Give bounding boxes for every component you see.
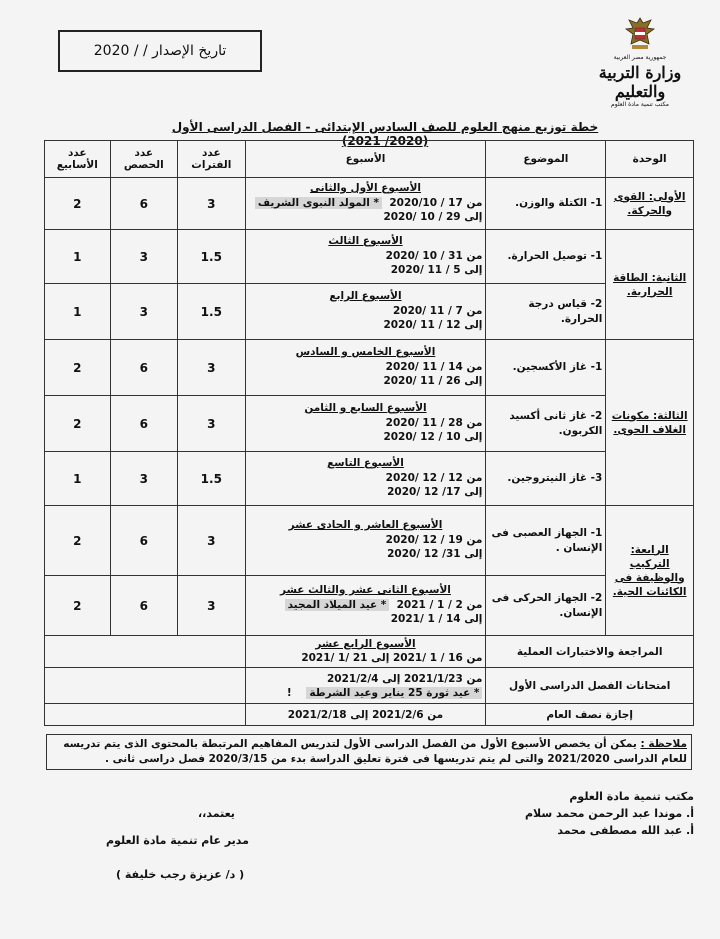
topic: 2- قياس درجة الحرارة. (486, 284, 606, 340)
ministry-small-text: جمهورية مصر العربية (613, 54, 667, 61)
weeks-value: 2 (45, 576, 111, 636)
week-cell (245, 452, 486, 506)
week-title: الأسبوع الرابع (329, 290, 402, 302)
col-week: الأسبوع (245, 141, 486, 178)
week-from: من 2 / 1 / 2021 (396, 599, 483, 611)
classes-value: 6 (110, 506, 178, 576)
table-row (45, 452, 694, 506)
classes-value: 3 (110, 452, 178, 506)
table-row-break (45, 704, 694, 726)
office-name: مكتب تنمية مادة العلوم (611, 101, 669, 108)
note-text: يمكن أن يخصص الأسبوع الأول من الفصل الدراسى الأول لتدريس المفاهيم المرتبطة بالمحتوى الذى يتم تدريسه للعام الدراسى 2021/2020 والتى لم يتم تدريسها فى فترة تعليق الدراسة بدء من 2020/3/15 فصل دراسى ثانى . (63, 738, 687, 765)
col-classes: عدد الحصص (110, 141, 178, 178)
weeks-value: 1 (45, 230, 111, 284)
review-week-cell (245, 636, 486, 668)
col-unit: الوحدة (606, 141, 694, 178)
unit-1: الأولى: القوى والحركة. (606, 178, 694, 230)
week-from: من 28 / 11 /2020 (385, 417, 483, 429)
week-to: إلى 10 / 12 /2020 (383, 431, 483, 443)
exams-dates: من 2021/1/23 إلى 2021/2/4 (326, 672, 483, 685)
week-title: الأسبوع الأول والثانى (309, 182, 421, 194)
week-from: من 14 / 11 /2020 (385, 361, 483, 373)
sig-person-2: أ. عبد الله مصطفى محمد (557, 824, 694, 837)
sig-director-name: ( د/ عزيزة رجب خليفة ) (116, 868, 245, 881)
review-empty (45, 636, 246, 668)
issue-date-box (58, 30, 262, 72)
week-to: إلى 31/ 12 /2020 (387, 548, 483, 560)
week-to: إلى 12 / 11 /2020 (383, 319, 483, 331)
topic: 2- غاز ثانى أكسيد الكربون. (486, 396, 606, 452)
weeks-value: 2 (45, 396, 111, 452)
weeks-value: 1 (45, 452, 111, 506)
periods-value: 1.5 (178, 452, 246, 506)
col-topic: الموضوع (486, 141, 606, 178)
week-from: من 31 / 10 /2020 (385, 250, 483, 262)
week-title: الأسبوع الثانى عشر والثالث عشر (280, 584, 451, 596)
unit-3: الثالثة: مكونات الغلاف الجوى. (606, 340, 694, 506)
exams-mark: ! (286, 686, 292, 699)
weeks-value: 1 (45, 284, 111, 340)
table-row-exams (45, 668, 694, 704)
topic: 1- الكتلة والوزن. (486, 178, 606, 230)
sig-director-title: مدير عام تنمية مادة العلوم (106, 834, 249, 847)
week-title: الأسبوع الخامس و السادس (295, 346, 436, 358)
week-from: من 17 / 2020/10 (389, 197, 483, 209)
week-cell (245, 396, 486, 452)
week-from: من 7 / 11 /2020 (392, 305, 483, 317)
topic: 3- غاز النيتروجين. (486, 452, 606, 506)
topic: 1- الجهاز العصبى فى الإنسان . (486, 506, 606, 576)
unit-2: الثانية: الطاقة الحرارية. (606, 230, 694, 340)
week-to: إلى 17/ 12 /2020 (387, 486, 483, 498)
table-row (45, 284, 694, 340)
week-cell (245, 230, 486, 284)
sig-person-1: أ. موندا عبد الرحمن محمد سلام (524, 807, 694, 820)
week-title: الأسبوع العاشر و الحادى عشر (288, 519, 443, 531)
topic: 1- غاز الأكسجين. (486, 340, 606, 396)
holiday-highlight: * عيد الميلاد المجيد (285, 599, 390, 611)
week-cell (245, 340, 486, 396)
periods-value: 1.5 (178, 230, 246, 284)
break-empty (45, 704, 246, 726)
weeks-value: 2 (45, 506, 111, 576)
table-row (45, 506, 694, 576)
week-to: إلى 29 / 10 /2020 (383, 211, 483, 223)
ministry-logo (590, 14, 690, 114)
periods-value: 3 (178, 506, 246, 576)
page-title: خطة توزيع منهج العلوم للصف السادس الإبتدائى - الفصل الدراسى الأول (2020/ 2021) (171, 120, 599, 148)
table-row (45, 230, 694, 284)
ministry-name: وزارة التربية والتعليم (598, 63, 682, 101)
table-row (45, 178, 694, 230)
classes-value: 6 (110, 396, 178, 452)
week-title: الأسبوع السابع و الثامن (304, 402, 427, 414)
holiday-highlight: * المولد النبوى الشريف (255, 197, 382, 209)
weeks-value: 2 (45, 340, 111, 396)
exams-empty (45, 668, 246, 704)
classes-value: 3 (110, 230, 178, 284)
week-cell (245, 284, 486, 340)
periods-value: 3 (178, 396, 246, 452)
exams-week-cell (245, 668, 486, 704)
sig-office: مكتب تنمية مادة العلوم (569, 790, 694, 803)
curriculum-table (44, 140, 694, 726)
week-cell (245, 576, 486, 636)
table-row (45, 340, 694, 396)
week-title: الأسبوع الثالث (328, 235, 403, 247)
review-dates: من 16 / 1 /2021 إلى 21 /1 /2021 (301, 651, 483, 664)
exams-label: امتحانات الفصل الدراسى الأول (486, 668, 694, 704)
issue-date: تاريخ الإصدار / / 2020 (93, 43, 227, 59)
classes-value: 3 (110, 284, 178, 340)
week-to: إلى 26 / 11 /2020 (383, 375, 483, 387)
week-from: من 19 / 12 /2020 (385, 534, 483, 546)
unit-4: الرابعة: التركيب والوظيفة فى الكائنات الحية. (606, 506, 694, 636)
topic: 2- الجهاز الحركى فى الإنسان. (486, 576, 606, 636)
periods-value: 3 (178, 576, 246, 636)
periods-value: 1.5 (178, 284, 246, 340)
week-cell (245, 506, 486, 576)
periods-value: 3 (178, 340, 246, 396)
classes-value: 6 (110, 340, 178, 396)
exams-holiday: * عيد ثورة 25 يناير وعيد الشرطة (306, 687, 482, 699)
note-box (46, 734, 692, 770)
break-label: إجازة نصف العام (486, 704, 694, 726)
break-dates: من 2021/2/6 إلى 2021/2/18 (245, 704, 486, 726)
review-label: المراجعة والاختبارات العملية (486, 636, 694, 668)
weeks-value: 2 (45, 178, 111, 230)
table-row-review (45, 636, 694, 668)
topic: 1- توصيل الحرارة. (486, 230, 606, 284)
note-label: ملاحظة : (640, 738, 687, 750)
col-weeks: عدد الأسابيع (45, 141, 111, 178)
week-to: إلى 5 / 11 /2020 (390, 264, 483, 276)
review-week-title: الأسبوع الرابع عشر (315, 637, 416, 650)
classes-value: 6 (110, 576, 178, 636)
classes-value: 6 (110, 178, 178, 230)
col-periods: عدد الفترات (178, 141, 246, 178)
week-cell (245, 178, 486, 230)
table-header-row (45, 141, 694, 178)
table-row (45, 576, 694, 636)
eagle-emblem-icon (623, 14, 657, 54)
week-from: من 12 / 12 /2020 (385, 472, 483, 484)
table-row (45, 396, 694, 452)
week-title: الأسبوع التاسع (327, 457, 404, 469)
periods-value: 3 (178, 178, 246, 230)
week-to: إلى 14 / 1 /2021 (390, 613, 483, 625)
sig-approve: يعتمد،، (198, 807, 235, 820)
